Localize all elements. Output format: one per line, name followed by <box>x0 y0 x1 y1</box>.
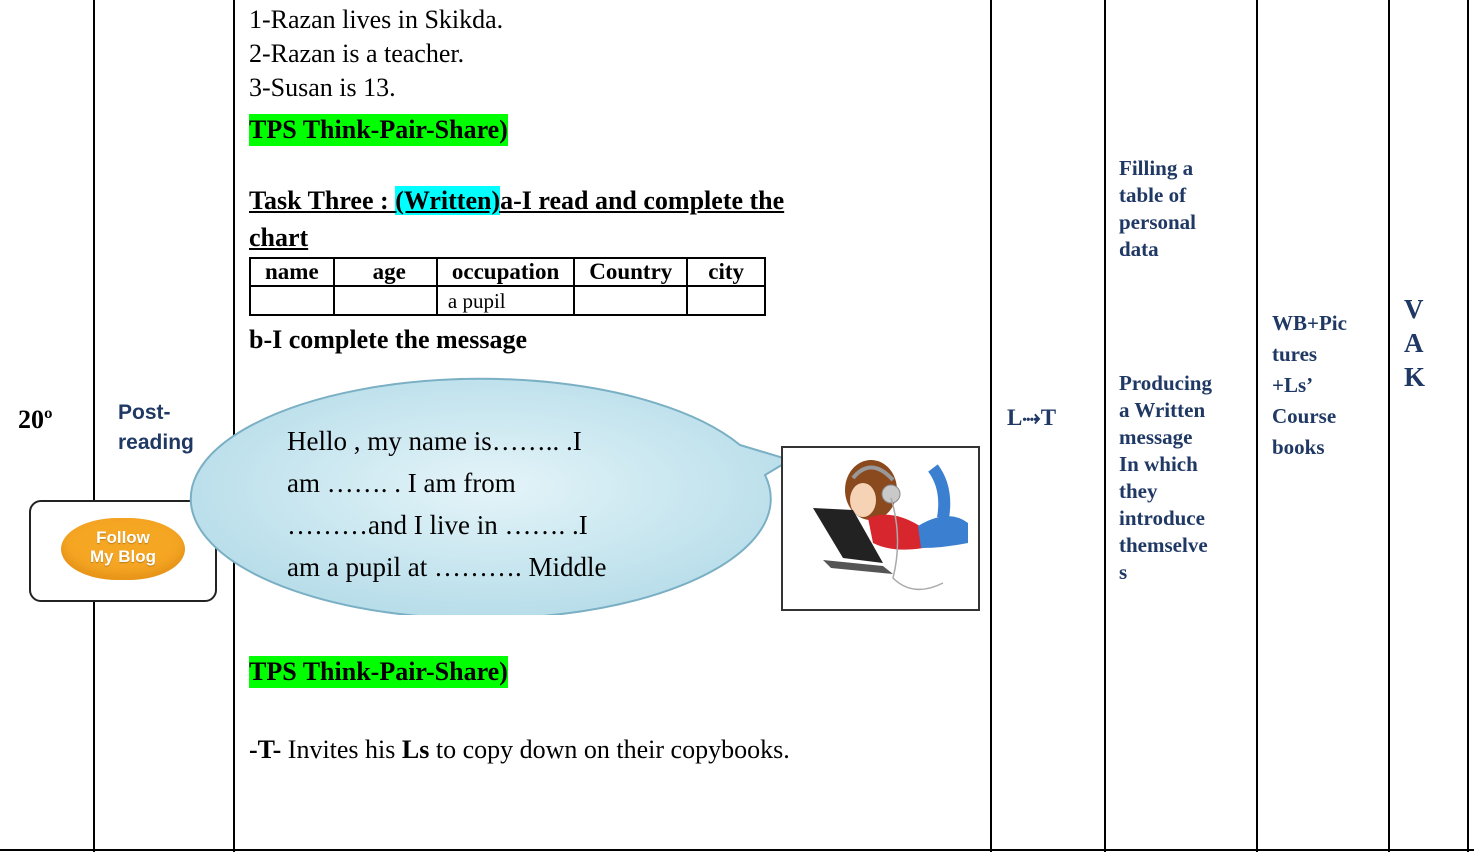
girl-laptop-picture <box>781 446 980 611</box>
bubble-text <box>287 420 606 588</box>
bubble-line: Hello , my name is…….. .I <box>287 426 582 456</box>
learners-abbrev: Ls <box>401 735 430 764</box>
cell-country[interactable] <box>574 286 687 315</box>
teacher-abbrev: -T- <box>249 735 282 764</box>
task-mode: (Written) <box>395 186 501 215</box>
bubble-line: am a pupil at ………. Middle <box>287 552 607 582</box>
girl-laptop-illustration <box>783 448 978 609</box>
header-occupation: occupation <box>437 258 574 286</box>
cell-name[interactable] <box>250 286 334 315</box>
table-border-right <box>1467 0 1469 852</box>
header-country: Country <box>574 258 687 286</box>
table-border <box>990 0 992 852</box>
table-border <box>1256 0 1258 852</box>
cell-age[interactable] <box>334 286 437 315</box>
task-prefix: Task Three : <box>249 186 396 215</box>
statement: 2-Razan is a teacher. <box>249 39 465 68</box>
interaction-cell: L⤑T <box>1007 405 1057 430</box>
table-border-bottom <box>0 849 1474 851</box>
stage-line: Post- <box>118 401 171 424</box>
personal-data-table <box>249 257 766 316</box>
task-b: b-I complete the message <box>249 325 527 354</box>
table-border <box>1104 0 1106 852</box>
tps-label-2: TPS Think-Pair-Share) <box>249 657 508 686</box>
materials-cell: WB+Pic tures +Ls’ Course books <box>1272 311 1347 459</box>
bubble-line: ………and I live in ……. .I <box>287 510 588 540</box>
time-cell: 20º <box>18 405 53 434</box>
tps-label: TPS Think-Pair-Share) <box>249 115 508 144</box>
header-name: name <box>250 258 334 286</box>
task-text: a-I read and complete the <box>500 186 785 215</box>
objective-1: Filling a table of personal data <box>1119 156 1197 261</box>
stage-line: reading <box>118 431 194 454</box>
task-three-heading-cont: chart <box>249 223 309 252</box>
closing-instruction: -T- Invites his Ls to copy down on their copybooks. <box>249 735 790 764</box>
statement: 1-Razan lives in Skikda. <box>249 5 504 34</box>
task-three-heading <box>249 185 784 217</box>
blog-logo-text: Follow My Blog <box>89 528 157 566</box>
table-header-row <box>250 258 765 286</box>
table-border <box>1388 0 1390 852</box>
table-row <box>250 286 765 315</box>
cell-city[interactable] <box>687 286 765 315</box>
statement: 3-Susan is 13. <box>249 73 396 102</box>
bubble-line: am ……. . I am from <box>287 468 516 498</box>
table-border-left <box>93 0 95 852</box>
cell-occupation[interactable]: a pupil <box>437 286 574 315</box>
header-age: age <box>334 258 437 286</box>
header-city: city <box>687 258 765 286</box>
objective-2: Producing a Written message In which they introduce themselve s <box>1119 371 1212 584</box>
vak-cell: V A K <box>1404 294 1426 392</box>
